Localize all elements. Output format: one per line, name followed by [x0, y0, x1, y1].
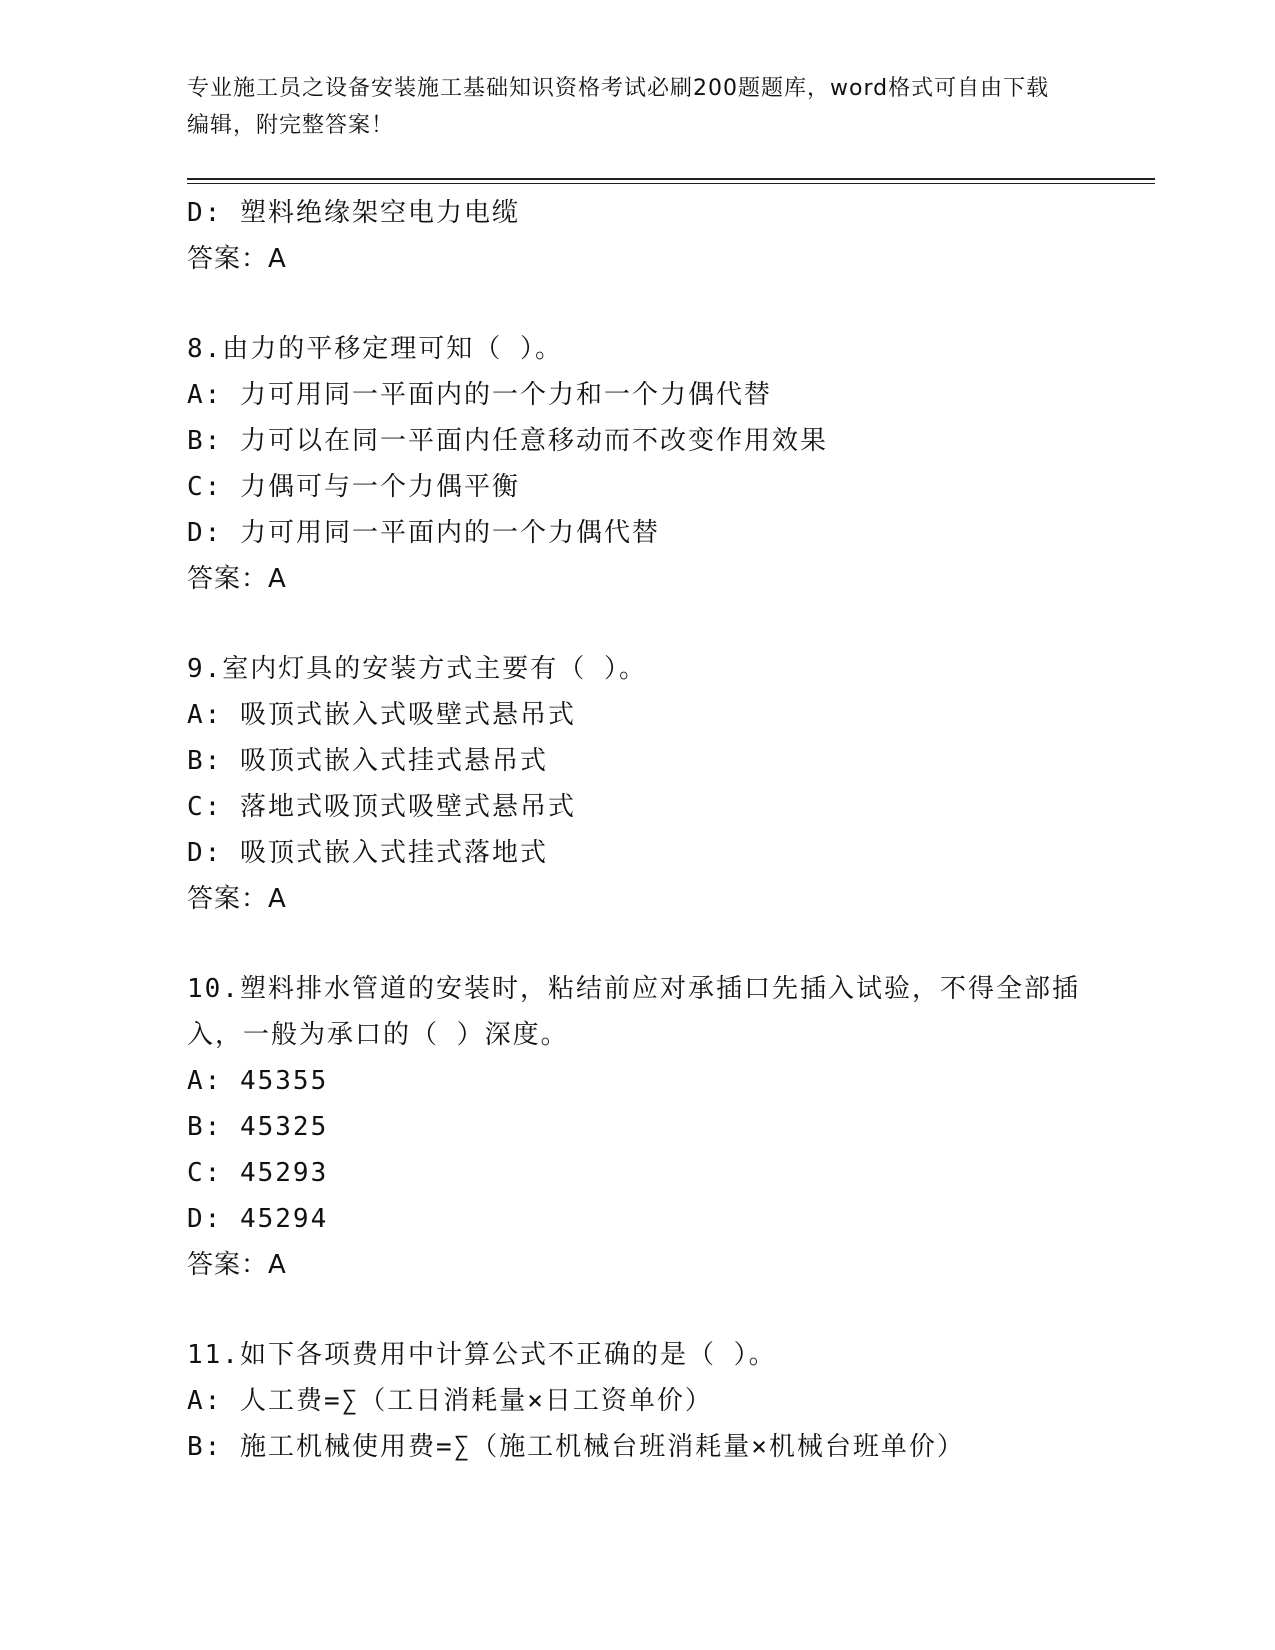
option-a: A: 力可用同一平面内的一个力和一个力偶代替 [187, 380, 772, 410]
option-b: B: 45325 [187, 1112, 329, 1142]
option-c: C: 45293 [187, 1158, 329, 1188]
header-divider-thin [187, 183, 1155, 184]
option-b: B: 吸顶式嵌入式挂式悬吊式 [187, 746, 548, 776]
question-stem: 8.由力的平移定理可知（ ）。 [187, 334, 563, 364]
option-d: D: 吸顶式嵌入式挂式落地式 [187, 838, 548, 868]
option-c: C: 落地式吸顶式吸壁式悬吊式 [187, 792, 576, 822]
option-b: B: 施工机械使用费=∑（施工机械台班消耗量×机械台班单价） [187, 1432, 965, 1462]
answer-line: 答案：A [187, 1250, 287, 1280]
option-a: A: 吸顶式嵌入式吸壁式悬吊式 [187, 700, 576, 730]
header-divider-thick [187, 178, 1155, 180]
document-header: 专业施工员之设备安装施工基础知识资格考试必刷200题题库，word格式可自由下载编辑，附完整答案！ [187, 76, 1050, 138]
option-a: A: 45355 [187, 1066, 329, 1096]
document-content [187, 190, 1117, 1470]
answer-line: 答案：A [187, 244, 287, 274]
question-stem: 9.室内灯具的安装方式主要有（ ）。 [187, 654, 647, 684]
question-9 [187, 646, 1117, 922]
answer-line: 答案：A [187, 884, 287, 914]
question-10 [187, 966, 1117, 1288]
option-a: A: 人工费=∑（工日消耗量×日工资单价） [187, 1386, 713, 1416]
option-c: C: 力偶可与一个力偶平衡 [187, 472, 520, 502]
question-stem: 11.如下各项费用中计算公式不正确的是（ ）。 [187, 1340, 777, 1370]
answer-line: 答案：A [187, 564, 287, 594]
option-d: D: 力可用同一平面内的一个力偶代替 [187, 518, 660, 548]
option-d: D: 塑料绝缘架空电力电缆 [187, 198, 520, 228]
option-d: D: 45294 [187, 1204, 329, 1234]
question-8 [187, 326, 1117, 602]
option-b: B: 力可以在同一平面内任意移动而不改变作用效果 [187, 426, 828, 456]
question-11 [187, 1332, 1117, 1470]
question-stem: 10.塑料排水管道的安装时，粘结前应对承插口先插入试验，不得全部插入，一般为承口的（ ）深度。 [187, 974, 1080, 1050]
